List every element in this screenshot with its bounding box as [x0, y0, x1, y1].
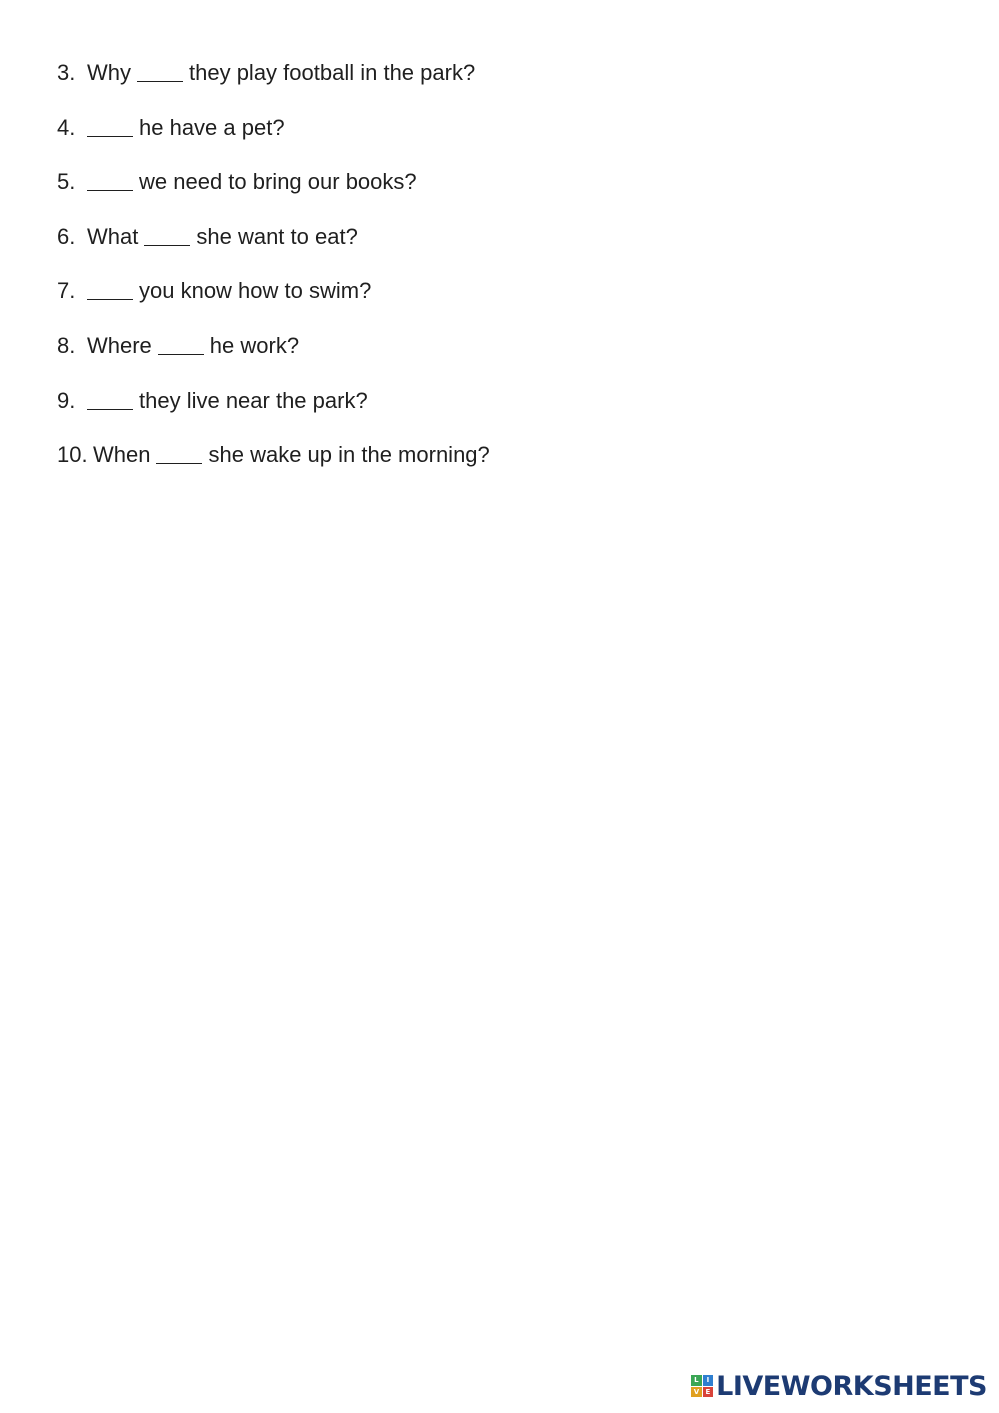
question-9 [57, 386, 490, 441]
question-list [57, 58, 490, 495]
question-after-text: she want to eat? [196, 223, 358, 249]
question-number: 7. [57, 278, 76, 304]
question-before-text: Where [87, 332, 152, 358]
question-8 [57, 331, 490, 386]
question-number: 4. [57, 114, 76, 140]
logo-square: E [703, 1387, 714, 1398]
question-number: 6. [57, 223, 76, 249]
logo-text: LIVEWORKSHEETS [716, 1370, 987, 1402]
question-6 [57, 222, 490, 277]
question-after-text: he have a pet? [139, 114, 285, 140]
question-number: 3. [57, 60, 76, 85]
question-number: 5. [57, 169, 76, 195]
logo-square: V [691, 1387, 702, 1398]
question-number: 9. [57, 387, 76, 413]
answer-blank[interactable] [87, 113, 133, 137]
question-after-text: he work? [209, 332, 300, 358]
question-number: 10. [57, 442, 88, 468]
question-4 [57, 113, 490, 168]
question-after-text: she wake up in the morning? [208, 442, 490, 468]
answer-blank[interactable] [87, 276, 133, 300]
logo-square: I [703, 1375, 714, 1386]
question-before-text: When [93, 442, 151, 468]
question-10 [57, 440, 490, 495]
answer-blank[interactable] [87, 167, 133, 191]
question-before-text: Why [87, 60, 131, 85]
question-after-text: they play football in the park? [189, 60, 476, 85]
liveworksheets-logo [691, 1371, 987, 1401]
question-3 [57, 58, 490, 113]
answer-blank[interactable] [158, 331, 204, 355]
answer-blank[interactable] [87, 386, 133, 410]
logo-square: L [691, 1375, 702, 1386]
question-5 [57, 167, 490, 222]
answer-blank[interactable] [144, 222, 190, 246]
question-after-text: we need to bring our books? [139, 169, 417, 195]
question-number: 8. [57, 332, 76, 358]
answer-blank[interactable] [137, 58, 183, 82]
question-before-text: What [87, 223, 139, 249]
question-after-text: you know how to swim? [139, 278, 372, 304]
answer-blank[interactable] [156, 440, 202, 464]
question-after-text: they live near the park? [139, 387, 368, 413]
logo-squares-icon [691, 1375, 713, 1397]
question-7 [57, 276, 490, 331]
